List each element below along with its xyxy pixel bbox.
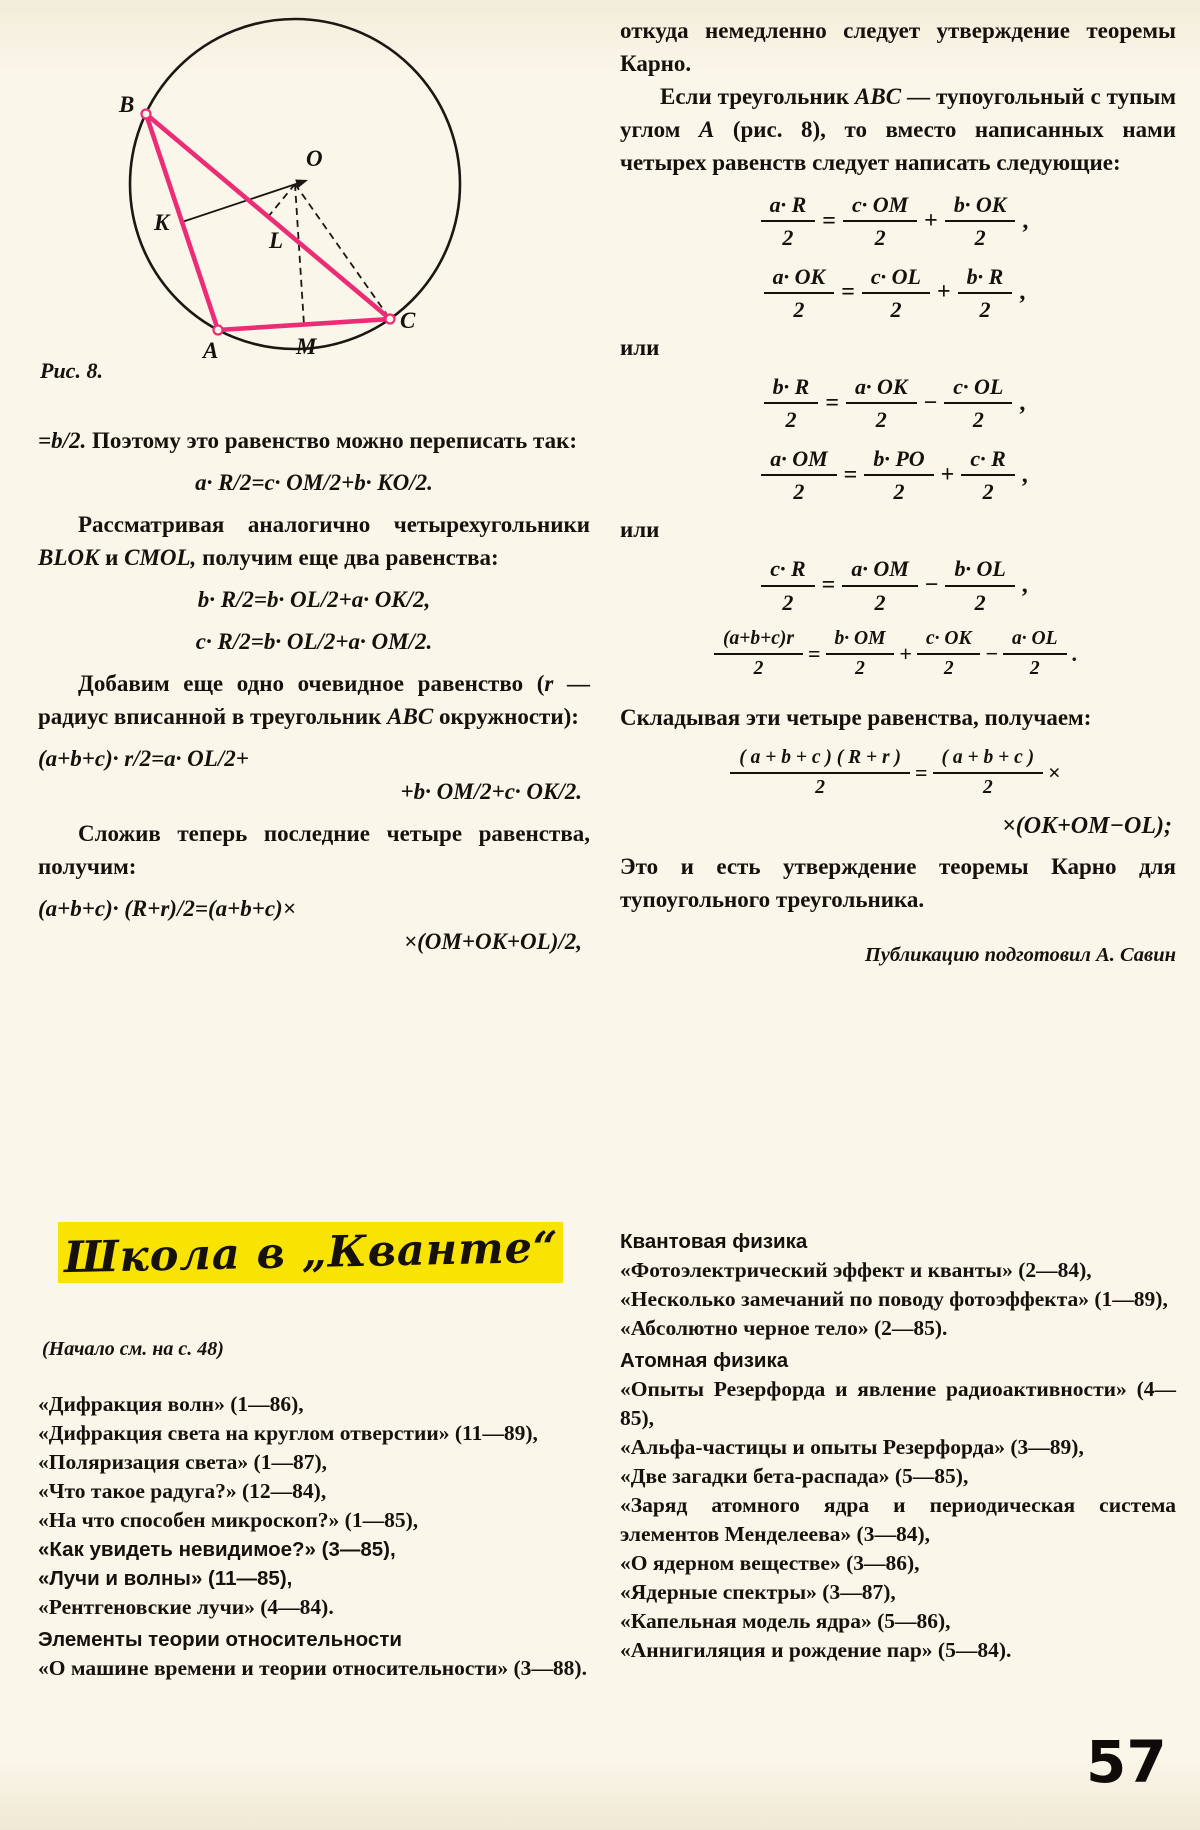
operator: + — [924, 207, 938, 234]
operator: = — [914, 760, 928, 786]
paragraph: Добавим еще одно очевидное равенство (r — радиус вписанной в треугольник ABC окружности): — [38, 671, 591, 729]
paragraph: Рассматривая аналогично четырехугольники BLOK и CMOL, получим еще два равенства: — [38, 512, 590, 570]
list-item: «Капельная модель ядра» (5—86), — [620, 1609, 951, 1633]
page-number: 57 — [1086, 1728, 1167, 1796]
equation — [620, 556, 1176, 615]
segment-OM — [295, 184, 304, 325]
operator: = — [821, 572, 836, 599]
equation — [620, 747, 1176, 800]
operator: × — [1048, 760, 1061, 786]
list-item: «О машине времени и теории относительности» (3—88). — [38, 1656, 587, 1680]
fraction: $\frac{b\cdot OK}{2}$ — [945, 192, 1016, 251]
vertex-C — [386, 315, 395, 324]
fraction: $\frac{c\cdot OL}{2}$ — [944, 374, 1012, 433]
section-title: Школа в „Кванте“ — [63, 1222, 560, 1283]
paragraph: Если треугольник ABC — тупоугольный с тупым углом A (рис. 8), то вместо написанных нами четырех равенств следует написать следующие: — [620, 84, 1176, 175]
list-item: «Лучи и волны» (11—85), — [38, 1567, 293, 1590]
list-item: «Ядерные спектры» (3—87), — [620, 1580, 896, 1604]
equation — [620, 264, 1176, 323]
operator: , — [1021, 461, 1028, 488]
list-item: «Несколько замечаний по поводу фотоэффекта» (1—89), — [620, 1287, 1168, 1311]
fraction: $\frac{a\cdot OK}{2}$ — [846, 374, 917, 433]
paragraph: =b/2. Поэтому это равенство можно переписать так: — [38, 428, 577, 453]
paragraph: откуда немедленно следует утверждение теоремы Карно. — [620, 18, 1176, 76]
operator: = — [843, 461, 858, 488]
connector-word: или — [620, 335, 660, 361]
equation: +b· OM/2+c· OK/2. — [400, 779, 582, 804]
list-item: «Альфа-частицы и опыты Резерфорда» (3—89), — [620, 1435, 1084, 1459]
equation: (a+b+c)· (R+r)/2=(a+b+c)× — [38, 896, 296, 921]
section-note: (Начало см. на с. 48) — [42, 1338, 224, 1360]
operator: + — [940, 461, 955, 488]
vertex-A — [214, 326, 223, 335]
fraction: $\frac{c\cdot OM}{2}$ — [843, 192, 917, 251]
equation: ×(OM+OK+OL)/2, — [404, 929, 582, 954]
operator: + — [936, 279, 951, 306]
label-M: M — [296, 334, 317, 359]
fraction: $\frac{c\cdot OL}{2}$ — [862, 264, 930, 323]
list-heading: Атомная физика — [620, 1349, 789, 1372]
operator: = — [825, 389, 840, 416]
fraction: $\frac{b\cdot PO}{2}$ — [864, 446, 933, 505]
paragraph: Это и есть утверждение теоремы Карно для тупоугольного треугольника. — [620, 853, 1176, 912]
list-item: «Опыты Резерфорда и явление радиоактивности» (4—85), — [620, 1377, 1176, 1430]
list-item: «Как увидеть невидимое?» (3—85), — [38, 1538, 396, 1561]
figure-svg — [55, 6, 525, 396]
triangle-ABC — [146, 114, 390, 330]
operator: , — [1019, 389, 1026, 416]
article-list-right — [620, 1224, 1176, 1665]
operator: . — [1071, 641, 1078, 667]
operator: = — [841, 279, 855, 306]
list-item: «Заряд атомного ядра и периодическая система элементов Менделеева» (3—84), — [620, 1493, 1176, 1546]
list-item: «Две загадки бета-распада» (5—85), — [620, 1464, 969, 1488]
fraction: $\frac{a\cdot OK}{2}$ — [764, 264, 835, 323]
article-list-left — [38, 1390, 590, 1683]
list-item: «Фотоэлектрический эффект и кванты» (2—84), — [620, 1258, 1092, 1282]
fraction: $\frac{a\cdot OL}{2}$ — [1003, 628, 1067, 681]
right-column — [620, 14, 1176, 967]
label-K: K — [154, 210, 170, 235]
list-item: «Что такое радуга?» (12—84), — [38, 1479, 327, 1503]
fraction: $\frac{a\cdot R}{2}$ — [761, 192, 816, 251]
paragraph: Складывая эти четыре равенства, получаем: — [620, 704, 1092, 730]
segment-KO — [182, 183, 299, 222]
fraction: $\frac{a\cdot OM}{2}$ — [842, 556, 917, 615]
list-heading: Квантовая физика — [620, 1230, 808, 1253]
list-item: «Рентгеновские лучи» (4—84). — [38, 1595, 334, 1619]
operator: − — [923, 389, 938, 416]
fraction: $\frac{b\cdot R}{2}$ — [958, 264, 1013, 323]
list-item: «Аннигиляция и рождение пар» (5—84). — [620, 1638, 1012, 1662]
label-O: O — [306, 146, 323, 171]
equation-continuation: ×(OK+OM−OL); — [1002, 812, 1172, 839]
operator: + — [899, 641, 912, 667]
fraction: $\frac{( a + b + c )}{2}$ — [933, 747, 1044, 800]
label-L: L — [269, 228, 284, 253]
vertex-B — [142, 110, 151, 119]
equation — [620, 374, 1176, 433]
operator: , — [1022, 207, 1029, 234]
equation: c· R/2=b· OL/2+a· OM/2. — [195, 629, 433, 654]
list-item: «На что способен микроскоп?» (1—85), — [38, 1508, 419, 1532]
left-column — [38, 424, 590, 967]
list-heading: Элементы теории относительности — [38, 1628, 402, 1651]
fraction: $\frac{b\cdot OM}{2}$ — [826, 628, 895, 681]
operator: − — [924, 572, 939, 599]
equation — [620, 628, 1176, 681]
fraction: $\frac{b\cdot R}{2}$ — [764, 374, 819, 433]
fraction: $\frac{a\cdot OM}{2}$ — [761, 446, 836, 505]
label-C: C — [400, 308, 416, 333]
equation: (a+b+c)· r/2=a· OL/2+ — [38, 746, 249, 771]
equation: b· R/2=b· OL/2+a· OK/2, — [197, 587, 431, 612]
section-title-banner — [58, 1222, 563, 1283]
figure-circle-triangle — [55, 6, 525, 396]
operator: , — [1019, 279, 1026, 306]
fraction: $\frac{c\cdot R}{2}$ — [961, 446, 1014, 505]
equation — [620, 192, 1176, 251]
list-item: «Дифракция волн» (1—86), — [38, 1392, 304, 1416]
operator: − — [985, 641, 999, 667]
figure-caption: Рис. 8. — [40, 358, 103, 383]
fraction: $\frac{c\cdot OK}{2}$ — [917, 628, 981, 681]
fraction: $\frac{c\cdot R}{2}$ — [761, 556, 814, 615]
fraction: $\frac{b\cdot OL}{2}$ — [945, 556, 1014, 615]
label-B: B — [119, 92, 135, 117]
connector-word: или — [620, 517, 660, 543]
credit-line: Публикацию подготовил А. Савин — [864, 943, 1176, 966]
fraction: $\frac{( a + b + c ) ( R + r )}{2}$ — [730, 747, 910, 800]
operator: = — [822, 207, 836, 234]
list-item: «Поляризация света» (1—87), — [38, 1450, 327, 1474]
equation — [620, 446, 1176, 505]
list-item: «Дифракция света на круглом отверстии» (11—89), — [38, 1421, 538, 1445]
list-item: «Абсолютно черное тело» (2—85). — [620, 1316, 948, 1340]
fraction: $\frac{(a+b+c)r}{2}$ — [714, 628, 803, 681]
operator: = — [807, 641, 821, 667]
paragraph: Сложив теперь последние четыре равенства, получим: — [38, 821, 590, 879]
label-A: A — [203, 338, 219, 363]
equation: a· R/2=c· OM/2+b· KO/2. — [195, 470, 433, 495]
operator: , — [1021, 572, 1028, 599]
list-item: «О ядерном веществе» (3—86), — [620, 1551, 920, 1575]
